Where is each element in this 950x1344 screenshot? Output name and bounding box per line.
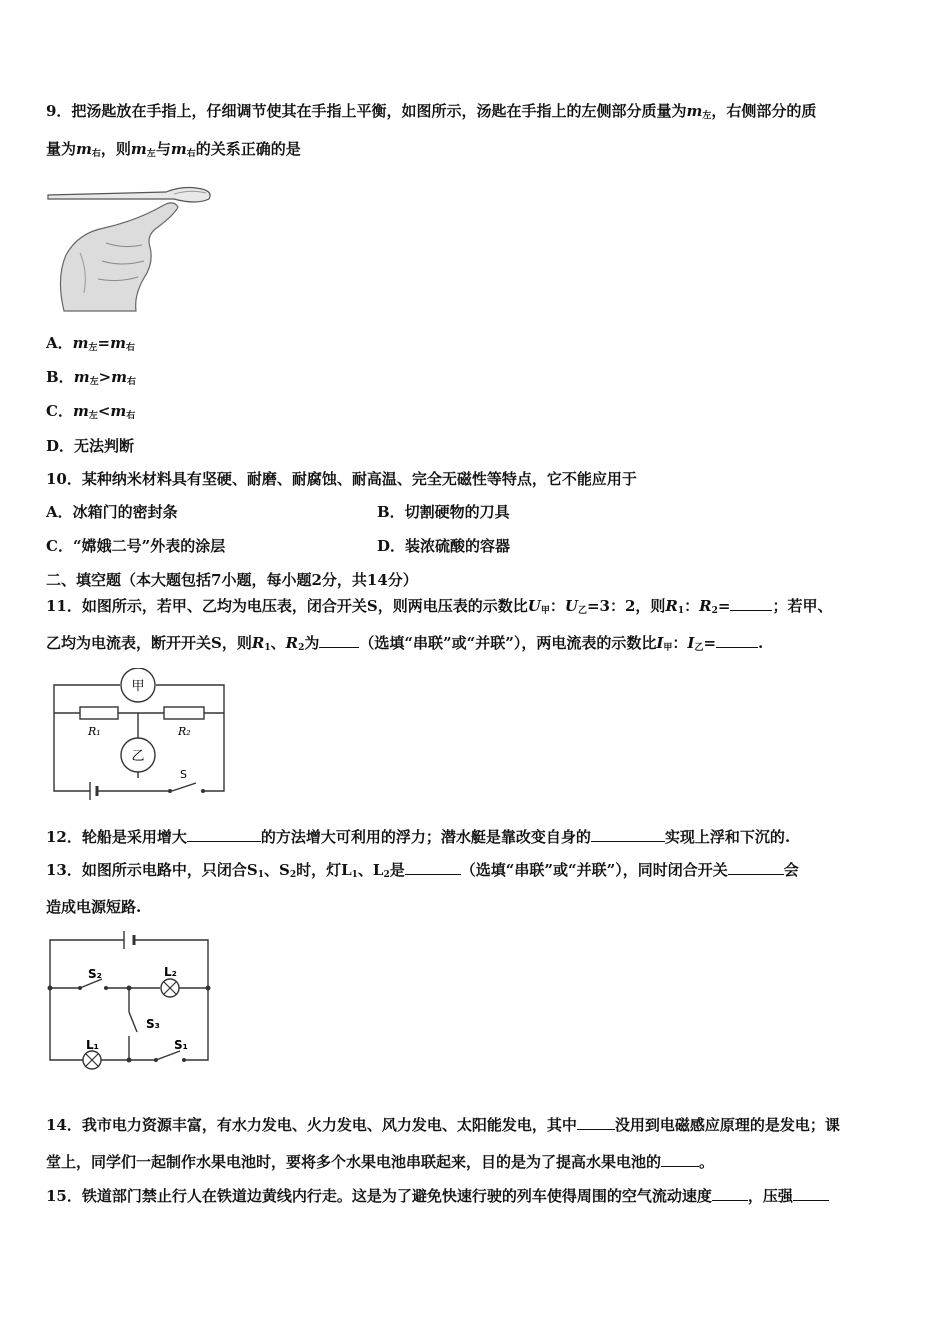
s3-label: S₃ bbox=[146, 1017, 160, 1031]
l1-label: L₁ bbox=[86, 1038, 99, 1052]
answer-blank[interactable] bbox=[712, 1186, 748, 1201]
q13-line1: 13．如图所示电路中，只闭合$S_1$、$S_2$时，灯$L_1$、$L_2$是 （选填“串联”或“并联”），同时闭合开关 会 bbox=[46, 861, 799, 880]
switch-label: S bbox=[180, 768, 187, 781]
spoon-finger-figure bbox=[46, 183, 216, 313]
q10-stem: 10．某种纳米材料具有坚硬、耐磨、耐腐蚀、耐高温、完全无磁性等特点，它不能应用于 bbox=[46, 470, 637, 488]
q9-stem-line2: 量为$m_右$，则$m_左$与$m_右$的关系正确的是 bbox=[46, 140, 301, 159]
answer-blank[interactable] bbox=[730, 596, 772, 611]
r2-label: R₂ bbox=[178, 725, 191, 738]
q11-line1: 11．如图所示，若甲、乙均为电压表，闭合开关S，则两电压表的示数比$U_甲$：$U_乙=3$：2，则$R_1$：$R_2=$ ；若甲、 bbox=[46, 597, 833, 616]
q10-option-b: B．切割硬物的刀具 bbox=[377, 503, 510, 521]
q13-line2: 造成电源短路. bbox=[46, 898, 142, 916]
section-heading: 二、填空题（本大题包括7小题，每小题2分，共14分） bbox=[46, 571, 418, 589]
q9-option-b: B．$m_左>m_右$ bbox=[46, 368, 137, 387]
circuit-diagram-q11 bbox=[46, 668, 236, 806]
l2-label: L₂ bbox=[164, 965, 177, 979]
meter-yi-label: 乙 bbox=[131, 749, 145, 764]
q10-option-c: C．“嫦娥二号”外表的涂层 bbox=[46, 537, 226, 555]
q10-option-a: A．冰箱门的密封条 bbox=[46, 503, 178, 521]
q9-stem-line1: 9．把汤匙放在手指上，仔细调节使其在手指上平衡，如图所示，汤匙在手指上的左侧部分质量为$m_左$，右侧部分的质 bbox=[46, 102, 817, 121]
meter-jia-label: 甲 bbox=[131, 679, 145, 694]
answer-blank[interactable] bbox=[591, 827, 665, 842]
q14-line2: 堂上，同学们一起制作水果电池时，要将多个水果电池串联起来，目的是为了提高水果电池的 。 bbox=[46, 1153, 715, 1171]
q12-stem: 12．轮船是采用增大 的方法增大可利用的浮力；潜水艇是靠改变自身的 实现上浮和下沉的. bbox=[46, 828, 791, 846]
r1-label: R₁ bbox=[88, 725, 101, 738]
answer-blank[interactable] bbox=[187, 827, 261, 842]
q9-option-c: C．$m_左<m_右$ bbox=[46, 402, 136, 421]
q9-option-a: A．$m_左=m_右$ bbox=[46, 334, 135, 353]
answer-blank[interactable] bbox=[405, 860, 461, 875]
answer-blank[interactable] bbox=[661, 1152, 699, 1167]
answer-blank[interactable] bbox=[793, 1186, 829, 1201]
s1-label: S₁ bbox=[174, 1038, 188, 1052]
circuit-diagram-q13 bbox=[46, 930, 216, 1074]
answer-blank[interactable] bbox=[716, 633, 758, 648]
answer-blank[interactable] bbox=[577, 1115, 615, 1130]
q11-line2: 乙均为电流表，断开开关S，则$R_1$、$R_2$为 （选填“串联”或“并联”），两电流表的示数比$I_甲$：$I_乙=$ . bbox=[46, 634, 764, 653]
q15-stem: 15．铁道部门禁止行人在铁道边黄线内行走。这是为了避免快速行驶的列车使得周围的空气流动速度 ，压强 bbox=[46, 1186, 829, 1206]
answer-blank[interactable] bbox=[728, 860, 784, 875]
s2-label: S₂ bbox=[88, 967, 102, 981]
q14-line1: 14．我市电力资源丰富，有水力发电、火力发电、风力发电、太阳能发电，其中 没用到电磁感应原理的是发电；课 bbox=[46, 1116, 840, 1134]
q9-option-d: D．无法判断 bbox=[46, 437, 135, 455]
q10-option-d: D．装浓硫酸的容器 bbox=[377, 537, 511, 555]
answer-blank[interactable] bbox=[319, 633, 359, 648]
